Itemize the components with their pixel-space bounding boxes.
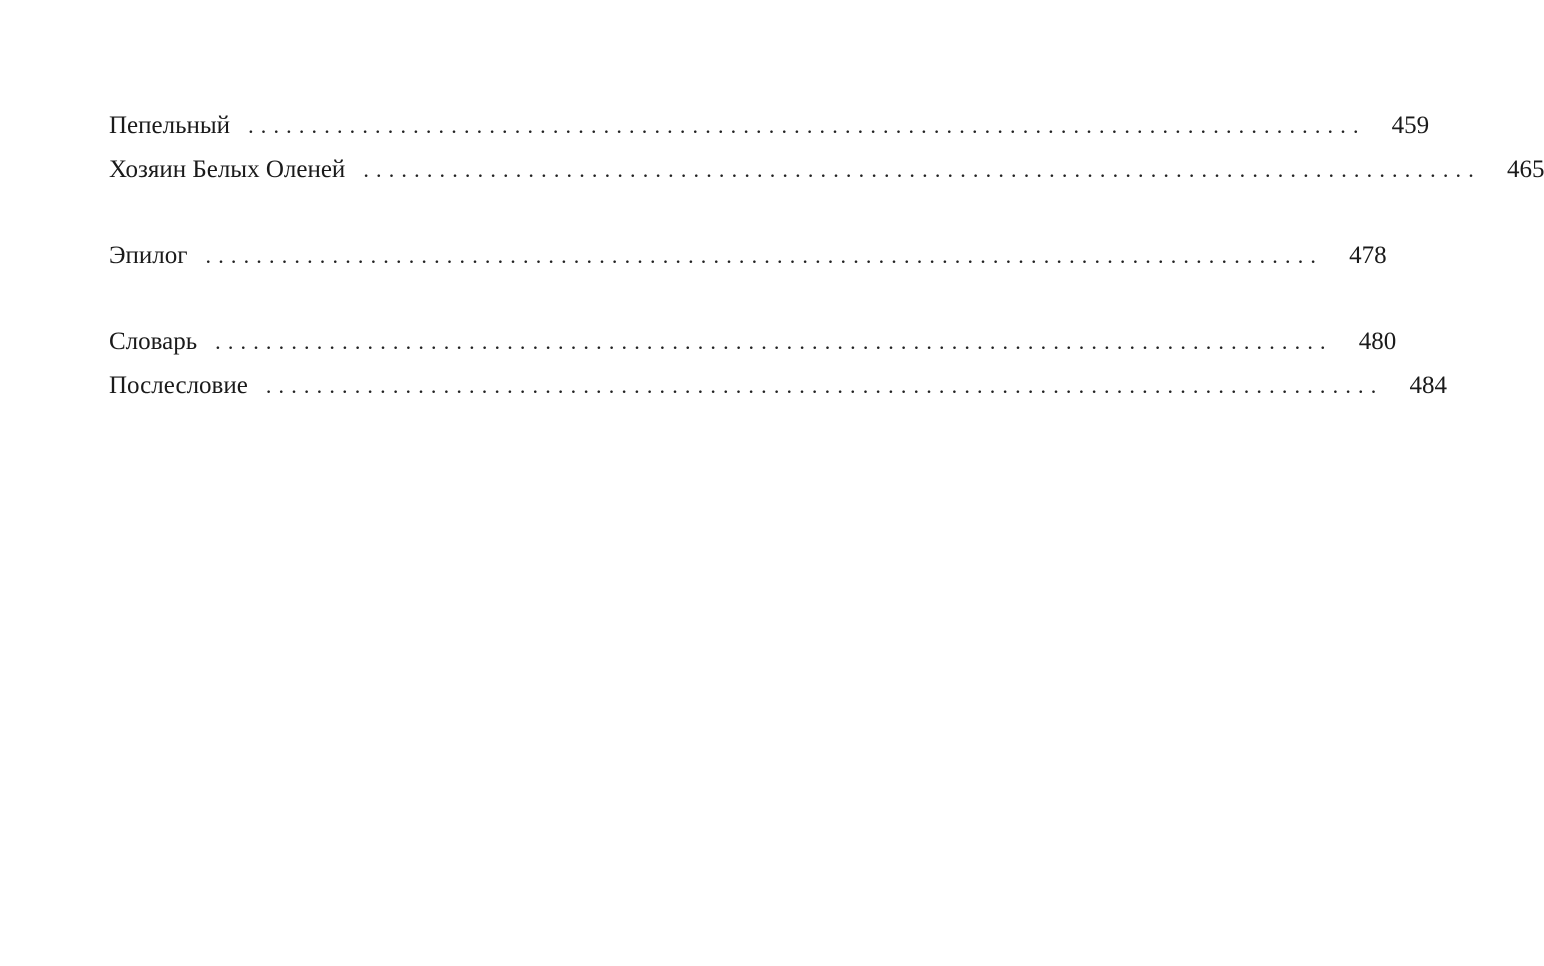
toc-entry [109,108,1430,152]
toc-entry-page-number: 480 [1358,328,1397,355]
toc-entry-page-number: 465 [1506,156,1544,183]
toc-entry [109,238,1387,282]
toc-entry-title: Эпилог [109,242,188,269]
toc-entry-page-number: 484 [1409,372,1447,399]
dot-leader: ........................................................................................ [265,373,1384,398]
toc-entry-page-number: 459 [1391,112,1430,139]
toc-entry [109,324,1397,368]
toc-entry [109,152,1544,196]
toc-entry-page-number: 478 [1349,242,1387,269]
toc-entry [109,368,1447,412]
toc-entry-title: Пепельный [109,112,231,139]
toc-entry-title: Хозяин Белых Оленей [109,156,346,183]
dot-leader: ........................................................................................ [215,329,1333,354]
toc-entry-title: Послесловие [109,372,248,399]
dot-leader: ........................................................................................ [363,157,1481,182]
dot-leader: ........................................................................................ [248,113,1366,138]
dot-leader: ........................................................................................ [205,243,1324,268]
toc-entry-title: Словарь [109,328,198,355]
table-of-contents [109,108,1544,412]
